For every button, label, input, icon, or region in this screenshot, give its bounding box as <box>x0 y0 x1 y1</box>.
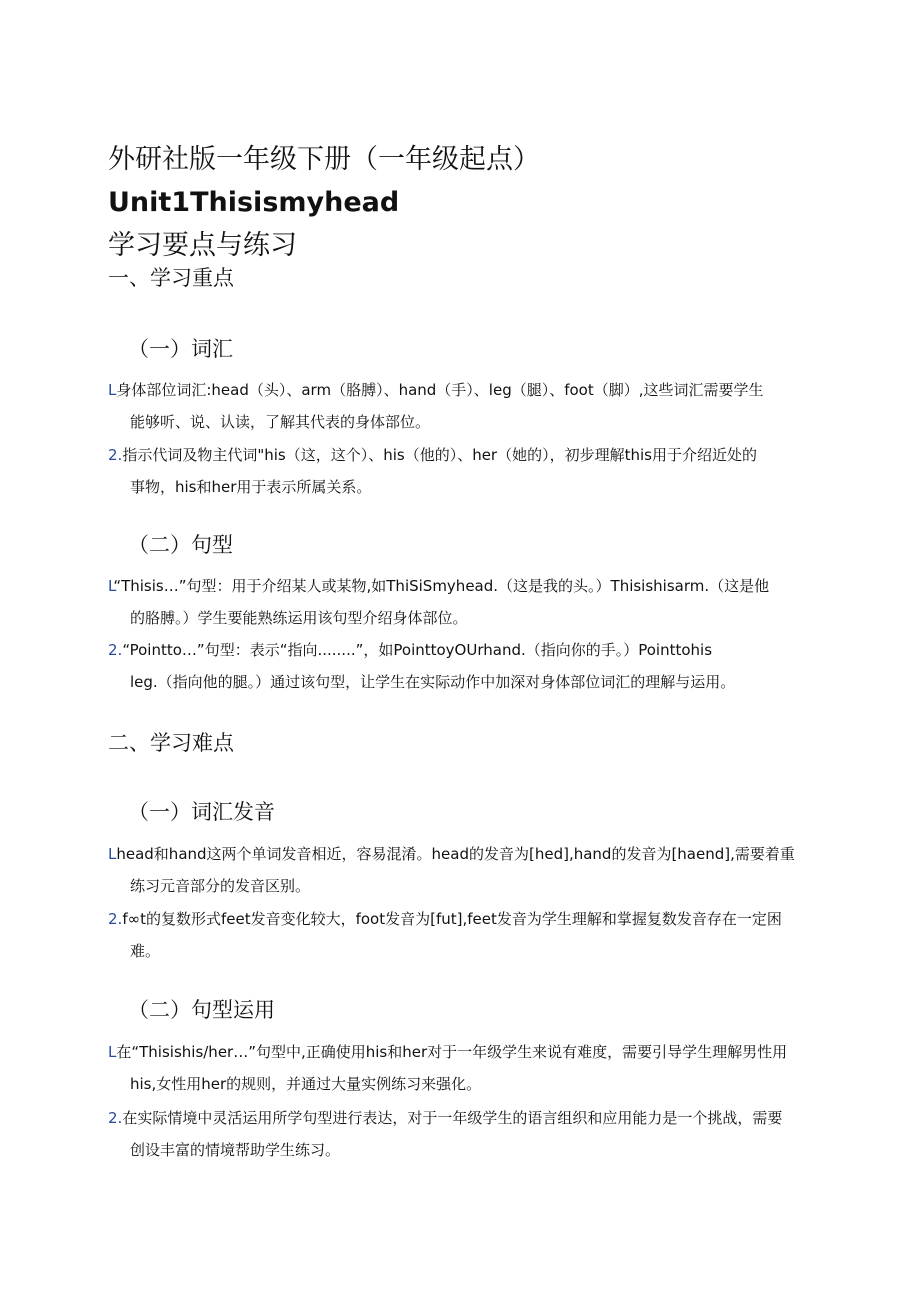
item-text: 身体部位词汇:head（头）、arm（胳膊）、hand（手）、leg（腿）、foot（脚）,这些词汇需要学生 <box>116 381 764 399</box>
item-text-continued: 能够听、说、认读，了解其代表的身体部位。 <box>130 413 431 431</box>
item-text: “Thisis…”句型：用于介绍某人或某物,如ThiSiSmyhead.（这是我的头。）Thisishisarm.（这是他 <box>113 577 770 595</box>
item-number: L <box>108 1043 117 1061</box>
list-item <box>108 570 816 634</box>
item-text: 在“Thisishis/her…”句型中,正确使用his和her对于一年级学生来说有难度，需要引导学生理解男性用 <box>116 1043 788 1061</box>
item-number: 2. <box>108 446 123 464</box>
list-item <box>108 1102 816 1166</box>
list-item <box>108 838 816 902</box>
title-chinese: 外研社版一年级下册（一年级起点） <box>108 144 540 175</box>
item-number: L <box>108 381 117 399</box>
section-heading-key-points: 一、学习重点 <box>108 266 234 290</box>
item-text: head和hand这两个单词发音相近，容易混淆。head的发音为[hed],hand的发音为[haend],需要着重 <box>116 845 795 863</box>
subsection-heading-sentence-patterns: （二）句型 <box>128 533 233 557</box>
item-text-continued: 创设丰富的情境帮助学生练习。 <box>130 1141 341 1159</box>
item-text-continued: leg.（指向他的腿。）通过该句型，让学生在实际动作中加深对身体部位词汇的理解与运用。 <box>130 673 736 691</box>
subsection-heading-pronunciation: （一）词汇发音 <box>128 800 275 824</box>
list-item <box>108 1036 816 1100</box>
subsection-heading-vocabulary: （一）词汇 <box>128 337 233 361</box>
title-subtitle: 学习要点与练习 <box>108 230 297 261</box>
item-number: 2. <box>108 641 123 659</box>
item-text: f∞t的复数形式feet发音变化较大，foot发音为[fut],feet发音为学生理解和掌握复数发音存在一定困 <box>122 910 782 928</box>
item-number: 2. <box>108 910 123 928</box>
item-text: “Pointto…”句型：表示“指向........”，如PointtoyOUrhand.（指向你的手。）Pointtohis <box>122 641 713 659</box>
item-text: 在实际情境中灵活运用所学句型进行表达，对于一年级学生的语言组织和应用能力是一个挑战，需要 <box>122 1109 783 1127</box>
item-text-continued: his,女性用her的规则，并通过大量实例练习来强化。 <box>130 1075 482 1093</box>
item-text-continued: 事物，his和her用于表示所属关系。 <box>130 478 372 496</box>
item-number: L <box>108 577 114 595</box>
item-text-continued: 练习元音部分的发音区别。 <box>130 877 311 895</box>
item-number: 2. <box>108 1109 123 1127</box>
item-text: 指示代词及物主代词"his（这，这个）、his（他的）、her（她的），初步理解this用于介绍近处的 <box>122 446 757 464</box>
document-title <box>108 138 808 267</box>
list-item <box>108 439 816 503</box>
item-text-continued: 的胳膊。）学生要能熟练运用该句型介绍身体部位。 <box>130 609 468 627</box>
item-text-continued: 难。 <box>130 942 161 960</box>
title-english: Unit1Thisismyhead <box>108 187 400 218</box>
section-heading-difficulties: 二、学习难点 <box>108 731 234 755</box>
subsection-heading-usage: （二）句型运用 <box>128 998 275 1022</box>
list-item <box>108 634 816 698</box>
list-item <box>108 903 816 967</box>
list-item <box>108 374 816 438</box>
item-number: L <box>108 845 117 863</box>
